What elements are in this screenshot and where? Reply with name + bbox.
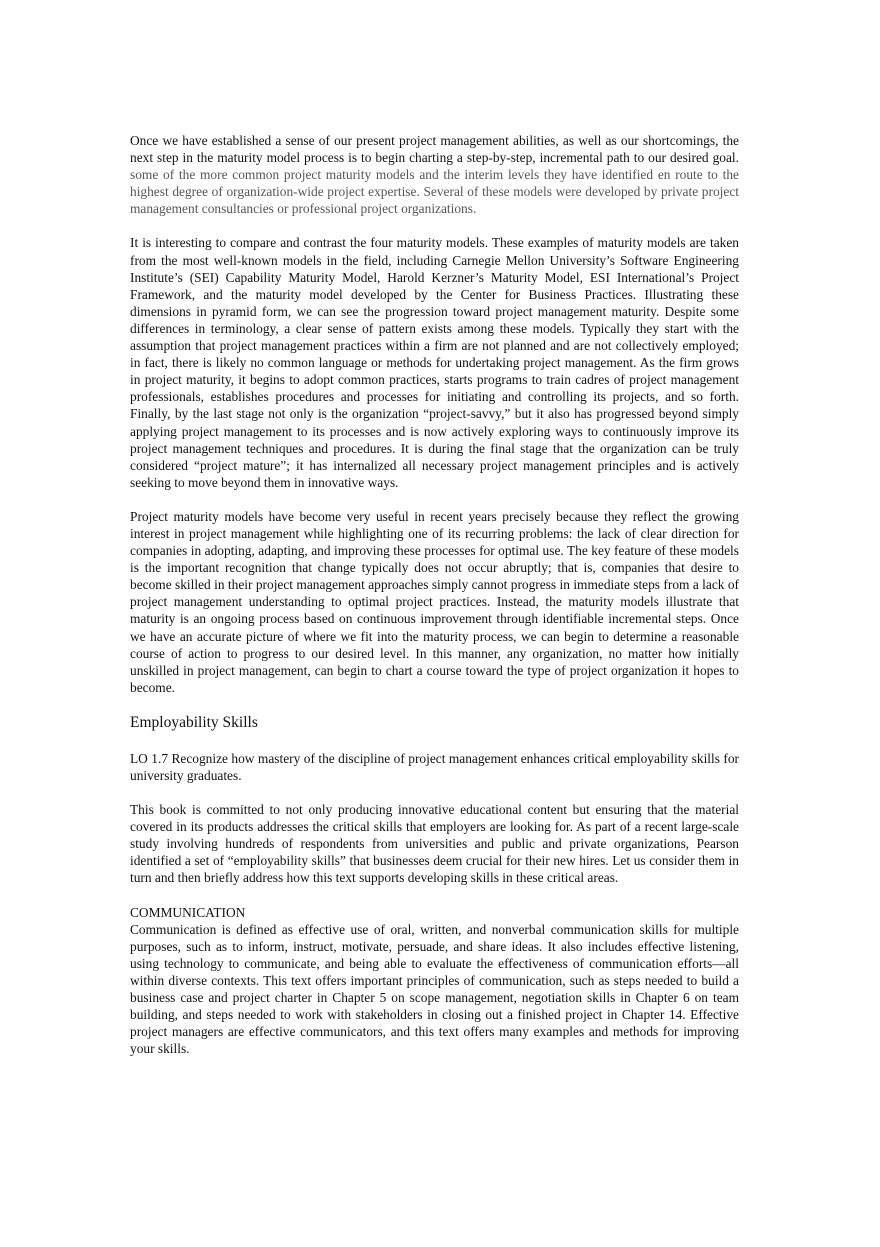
document-page <box>130 132 739 1057</box>
paragraph-maturity-path-faded-text: some of the more common project maturity models and the interim levels they have identified en route to the highest degree of organization-wide project expertise. Several of these models were developed by private project management consultancies or professional project organizations. <box>130 167 739 217</box>
subheading-communication: COMMUNICATION <box>130 904 246 920</box>
paragraph-maturity-path <box>130 132 739 217</box>
paragraph-employability-intro: This book is committed to not only producing innovative educational content but ensuring that the material covered in its products addresses the critical skills that employers are looking for. As part of a recent large-scale study involving hundreds of respondents from universities and public and private organizations, Pearson identified a set of “employability skills” that businesses deem crucial for their new hires. Let us consider them in turn and then briefly address how this text supports developing skills in these critical areas. <box>130 802 739 886</box>
section-heading: Employability Skills <box>130 713 258 731</box>
paragraph-maturity-usefulness: Project maturity models have become very useful in recent years precisely because they reflect the growing interest in project management while highlighting one of its recurring problems: the lack of clear direction for companies in adopting, adapting, and improving these processes for optimal use. The key feature of these models is the important recognition that change typically does not occur abruptly; that is, companies that desire to become skilled in their project management approaches simply cannot progress in immediate steps from a lack of project management understanding to optimal project practices. Instead, the maturity models illustrate that maturity is an ongoing process based on continuous improvement through identifiable incremental steps. Once we have an accurate picture of where we fit into the maturity process, we can begin to determine a reasonable course of action to progress to our desired level. In this manner, any organization, no matter how initially unskilled in project management, can begin to chart a course toward the type of project organization it hopes to become. <box>130 508 739 695</box>
paragraph-compare-models: It is interesting to compare and contrast the four maturity models. These examples of maturity models are taken from the most well-known models in the field, including Carnegie Mellon University’s Software Engineering Institute’s (SEI) Capability Maturity Model, Harold Kerzner’s Maturity Model, ESI International’s Project Framework, and the maturity model developed by the Center for Business Practices. Illustrating these dimensions in pyramid form, we can see the progression toward project management maturity. Despite some differences in terminology, a clear sense of pattern exists among these models. Typically they start with the assumption that project management practices within a firm are not planned and are not collectively employed; in fact, there is likely no common language or methods for undertaking project management. As the firm grows in project maturity, it begins to adopt common practices, starts programs to train cadres of project management professionals, establishes procedures and processes for initiating and controlling its projects, and so forth. Finally, by the last stage not only is the organization “project-savvy,” but it also has progressed beyond simply applying project management to its processes and is now actively exploring ways to continuously improve its project management techniques and procedures. It is during the final stage that the organization can be truly considered “project mature”; it has internalized all necessary project management principles and is actively seeking to move beyond them in innovative ways. <box>130 235 739 490</box>
paragraph-maturity-path-text: Once we have established a sense of our present project management abilities, as well as our shortcomings, the next step in the maturity model process is to begin charting a step-by-step, incremental path to our desired goal. <box>130 133 739 166</box>
learning-objective: LO 1.7 Recognize how mastery of the discipline of project management enhances critical employability skills for university graduates. <box>130 750 739 783</box>
paragraph-communication: Communication is defined as effective use of oral, written, and nonverbal communication skills for multiple purposes, such as to inform, instruct, motivate, persuade, and share ideas. It also includes effective listening, using technology to communicate, and being able to evaluate the effectiveness of communication efforts—all within diverse contexts. This text offers important principles of communication, such as steps needed to build a business case and project charter in Chapter 5 on scope management, negotiation skills in Chapter 6 on team building, and steps needed to work with stakeholders in closing out a finished project in Chapter 14. Effective project managers are effective communicators, and this text offers many examples and methods for improving your skills. <box>130 921 739 1057</box>
